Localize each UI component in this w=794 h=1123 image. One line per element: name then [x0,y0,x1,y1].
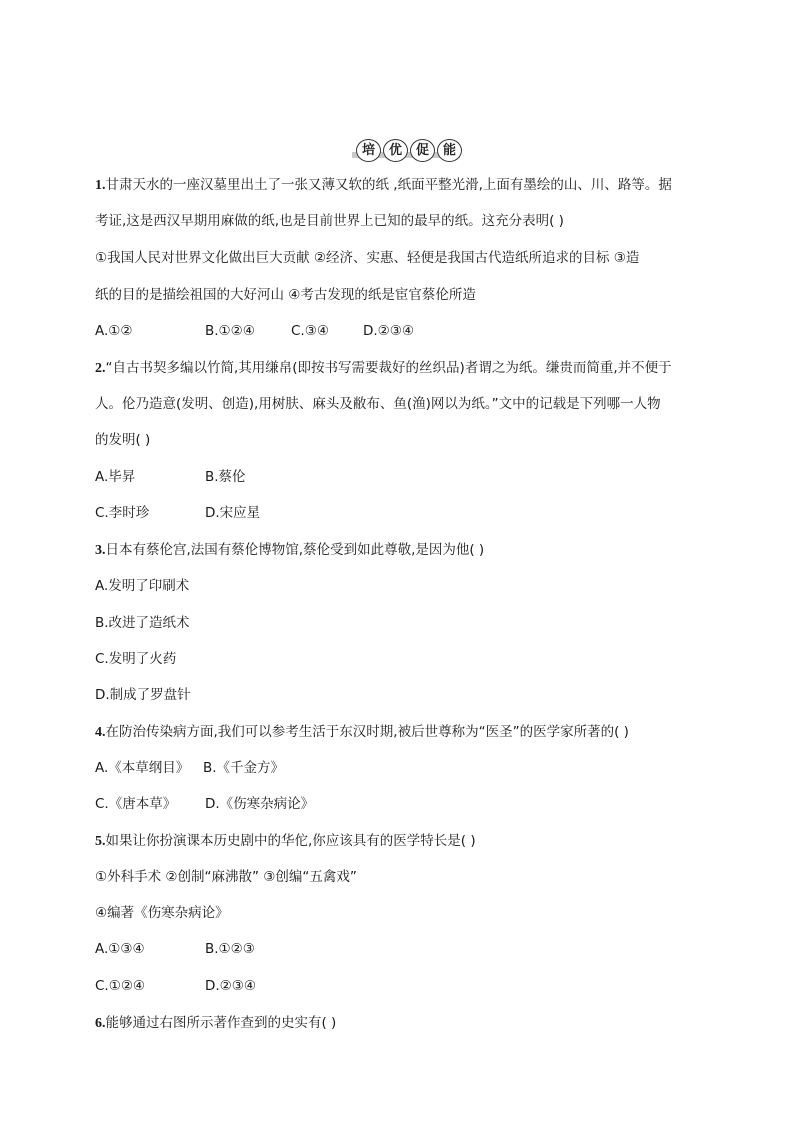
question-number: 4. [95,725,106,740]
option-a: A.毕昇 [95,469,136,485]
option-b: B.改进了造纸术 [95,615,190,631]
option-b: B.①②③ [205,941,255,957]
option-d: D.《伤寒杂病论》 [205,796,315,812]
option-b: B.①②④ [205,323,255,339]
question-number: 3. [95,543,106,558]
question-2-options [95,468,246,486]
option-c: C.李时珍 [95,505,150,521]
question-text: 日本有蔡伦宫,法国有蔡伦博物馆,蔡伦受到如此尊敬,是因为他( ) [105,542,485,558]
section-banner [352,139,460,163]
option-d: D.宋应星 [205,505,261,521]
question-1-line [95,176,672,195]
question-text: 甘肃天水的一座汉墓里出土了一张又薄又软的纸 ,纸面平整光滑,上面有墨绘的山、川、路等。据 [105,177,672,193]
question-3-line [95,541,484,560]
option-a: A.①② [95,323,133,339]
question-2-line: 人。伦乃造意(发明、创造),用树肤、麻头及敝布、鱼(渔)网以为纸。”文中的记载是下列哪一人物 [95,396,661,412]
question-text: “自古书契多编以竹简,其用缣帛(即按书写需要裁好的丝织品)者谓之为纸。缣贵而简重,并不便于 [105,360,672,376]
question-2-line [95,359,672,378]
question-5-line: ④编著《伤寒杂病论》 [95,905,229,921]
option-a: A.发明了印刷术 [95,578,190,594]
question-2-options [95,504,260,522]
option-c: C.发明了火药 [95,651,177,667]
question-6-line [95,1014,336,1033]
question-number: 5. [95,834,106,849]
question-5-options [95,940,255,958]
banner-char: 能 [437,139,462,162]
option-b: B.蔡伦 [205,469,246,485]
question-1-line: 考证,这是西汉早期用麻做的纸,也是目前世界上已知的最早的纸。这充分表明( ) [95,213,564,229]
question-number: 6. [95,1016,106,1031]
option-b: B.《千金方》 [203,760,285,776]
option-d: D.②③④ [205,978,256,994]
question-1-line: ①我国人民对世界文化做出巨大贡献 ②经济、实惠、轻便是我国古代造纸所追求的目标 ③造 [95,250,640,266]
question-text: 如果让你扮演课本历史剧中的华佗,你应该具有的医学特长是( ) [105,833,476,849]
question-text: 在防治传染病方面,我们可以参考生活于东汉时期,被后世尊称为“医圣”的医学家所著的( ) [105,724,629,740]
question-2-line: 的发明( ) [95,432,151,448]
banner-char: 培 [356,139,381,162]
option-d: D.②③④ [363,323,414,339]
question-1-options [95,322,414,340]
question-5-line [95,832,476,851]
option-a: A.《本草纲目》 [95,760,190,776]
banner-char: 促 [410,139,435,162]
question-4-options [95,759,284,777]
question-4-options [95,795,314,813]
option-a: A.①③④ [95,941,145,957]
question-number: 1. [95,178,106,193]
option-c: C.《唐本草》 [95,796,177,812]
option-c: C.③④ [291,323,329,339]
question-number: 2. [95,361,106,376]
banner-char: 优 [383,139,408,162]
option-d: D.制成了罗盘针 [95,687,191,703]
option-c: C.①②④ [95,978,146,994]
question-5-line: ①外科手术 ②创制“麻沸散” ③创编“五禽戏” [95,869,357,885]
question-4-line [95,723,629,742]
question-5-options [95,977,256,995]
question-text: 能够通过右图所示著作查到的史实有( ) [105,1015,337,1031]
question-1-line: 纸的目的是描绘祖国的大好河山 ④考古发现的纸是宦官蔡伦所造 [95,287,476,303]
